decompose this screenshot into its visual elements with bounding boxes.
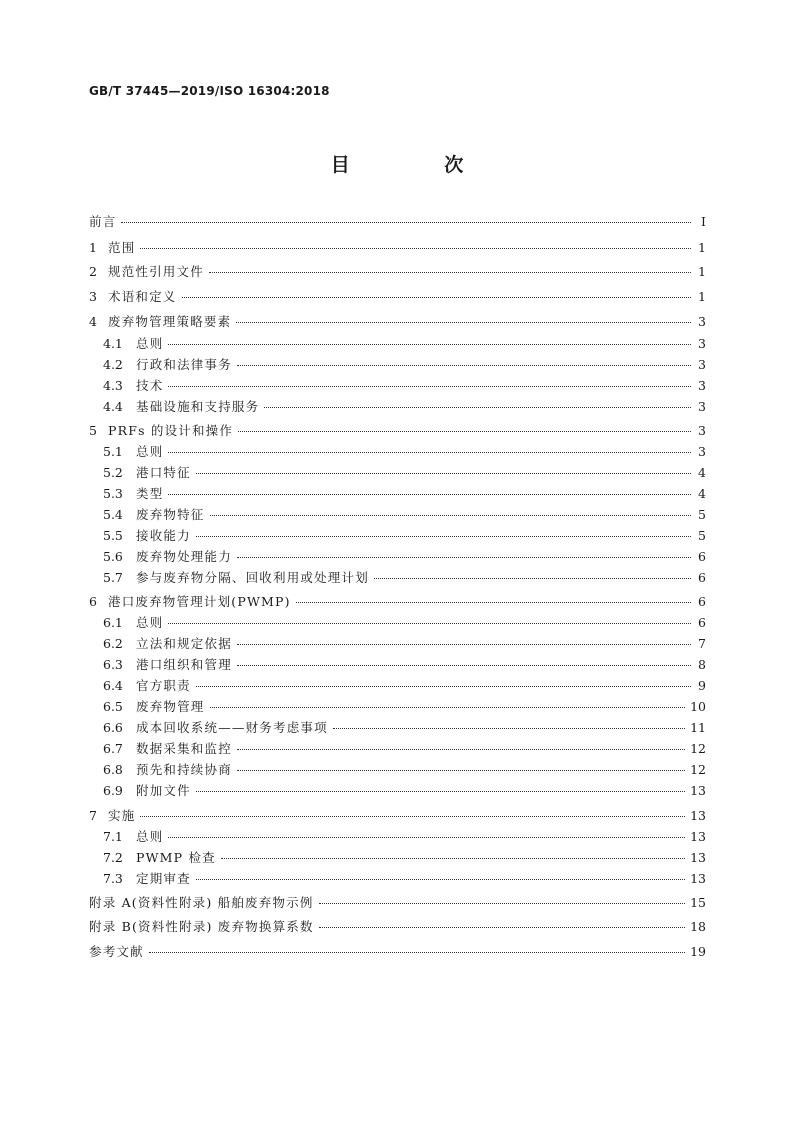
dot-leader xyxy=(319,927,685,928)
toc-entry[interactable] xyxy=(89,465,706,481)
toc-entry[interactable] xyxy=(89,850,706,866)
toc-entry-number: 6.8 xyxy=(103,762,123,777)
toc-entry[interactable] xyxy=(89,615,706,631)
toc-entry-label: 基础设施和支持服务 xyxy=(136,399,260,414)
dot-leader xyxy=(237,770,685,771)
toc-entry-label: 附加文件 xyxy=(136,783,191,798)
toc-entry-label: 总则 xyxy=(136,444,164,459)
toc-entry[interactable] xyxy=(89,808,706,824)
toc-entry[interactable] xyxy=(89,214,706,230)
dot-leader xyxy=(221,858,685,859)
toc-entry[interactable] xyxy=(89,336,706,352)
toc-entry[interactable] xyxy=(89,919,706,935)
toc-entry-label: 实施 xyxy=(108,808,136,823)
toc-entry-number: 7 xyxy=(89,808,97,823)
toc-entry-label: 接收能力 xyxy=(136,528,191,543)
toc-entry-number: 6 xyxy=(89,594,97,609)
toc-entry-number: 6.4 xyxy=(103,678,123,693)
toc-entry-page: 5 xyxy=(698,507,706,522)
dot-leader xyxy=(121,222,691,223)
toc-entry-number: 4.2 xyxy=(103,357,123,372)
toc-entry-number: 6.6 xyxy=(103,720,123,735)
dot-leader xyxy=(296,602,691,603)
dot-leader xyxy=(196,536,691,537)
dot-leader xyxy=(237,557,691,558)
toc-entry-page: 13 xyxy=(690,871,706,886)
dot-leader xyxy=(374,578,691,579)
toc-entry-number: 6.9 xyxy=(103,783,123,798)
dot-leader xyxy=(237,665,691,666)
dot-leader xyxy=(140,816,685,817)
toc-entry-page: 6 xyxy=(698,549,706,564)
toc-entry-label: 总则 xyxy=(136,336,164,351)
toc-entry[interactable] xyxy=(89,944,706,960)
dot-leader xyxy=(238,431,691,432)
toc-entry-page: 13 xyxy=(690,808,706,823)
dot-leader xyxy=(237,749,685,750)
toc-entry[interactable] xyxy=(89,378,706,394)
toc-entry[interactable] xyxy=(89,895,706,911)
toc-entry-page: 9 xyxy=(698,678,706,693)
toc-entry-label: 立法和规定依据 xyxy=(136,636,232,651)
dot-leader xyxy=(196,879,685,880)
toc-entry-label: 附录 A(资料性附录) 船舶废弃物示例 xyxy=(89,895,314,910)
page-title: 目 次 xyxy=(330,154,508,176)
toc-entry-number: 5.2 xyxy=(103,465,123,480)
toc-entry[interactable] xyxy=(89,699,706,715)
toc-entry[interactable] xyxy=(89,444,706,460)
toc-entry[interactable] xyxy=(89,762,706,778)
toc-entry-page: 12 xyxy=(690,741,706,756)
toc-entry-page: 6 xyxy=(698,570,706,585)
toc-entry-label: 港口废弃物管理计划(PWMP) xyxy=(108,594,291,609)
toc-entry[interactable] xyxy=(89,240,706,256)
toc-entry[interactable] xyxy=(89,486,706,502)
toc-entry-label: 废弃物特征 xyxy=(136,507,205,522)
toc-entry-page: 3 xyxy=(698,314,706,329)
toc-entry-number: 6.7 xyxy=(103,741,123,756)
dot-leader xyxy=(168,344,691,345)
toc-entry[interactable] xyxy=(89,399,706,415)
toc-entry-number: 6.5 xyxy=(103,699,123,714)
dot-leader xyxy=(168,386,691,387)
toc-entry-number: 5.3 xyxy=(103,486,123,501)
toc-entry-label: 成本回收系统——财务考虑事项 xyxy=(136,720,328,735)
toc-entry-number: 4.3 xyxy=(103,378,123,393)
toc-entry-page: 1 xyxy=(698,240,706,255)
toc-entry-number: 4 xyxy=(89,314,97,329)
dot-leader xyxy=(333,728,685,729)
toc-entry-label: 技术 xyxy=(136,378,164,393)
toc-entry-label: 行政和法律事务 xyxy=(136,357,232,372)
toc-entry-label: 范围 xyxy=(108,240,136,255)
toc-entry-page: 15 xyxy=(690,895,706,910)
toc-entry[interactable] xyxy=(89,507,706,523)
dot-leader xyxy=(196,473,691,474)
dot-leader xyxy=(182,297,691,298)
standard-header: GB/T 37445—2019/ISO 16304:2018 xyxy=(89,84,330,98)
dot-leader xyxy=(196,686,691,687)
dot-leader xyxy=(210,515,691,516)
dot-leader xyxy=(168,452,691,453)
toc-entry-label: 参与废弃物分隔、回收利用或处理计划 xyxy=(136,570,369,585)
toc-entry-label: 总则 xyxy=(136,615,164,630)
toc-entry-number: 5.1 xyxy=(103,444,123,459)
toc-entry[interactable] xyxy=(89,264,706,280)
toc-entry[interactable] xyxy=(89,423,706,439)
toc-entry-label: 官方职责 xyxy=(136,678,191,693)
toc-entry-page: 13 xyxy=(690,829,706,844)
toc-entry-label: 附录 B(资料性附录) 废弃物换算系数 xyxy=(89,919,314,934)
toc-entry[interactable] xyxy=(89,636,706,652)
toc-entry[interactable] xyxy=(89,657,706,673)
dot-leader xyxy=(196,791,685,792)
toc-entry-number: 4.4 xyxy=(103,399,123,414)
toc-entry[interactable] xyxy=(89,829,706,845)
toc-entry-label: 总则 xyxy=(136,829,164,844)
toc-entry-page: 11 xyxy=(690,720,706,735)
toc-entry-number: 7.3 xyxy=(103,871,123,886)
toc-entry-number: 6.1 xyxy=(103,615,123,630)
dot-leader xyxy=(168,623,691,624)
toc-entry-page: 6 xyxy=(698,615,706,630)
dot-leader xyxy=(264,407,691,408)
dot-leader xyxy=(209,272,691,273)
toc-entry[interactable] xyxy=(89,357,706,373)
toc-entry-label: 数据采集和监控 xyxy=(136,741,232,756)
toc-entry[interactable] xyxy=(89,594,706,610)
toc-entry-page: 1 xyxy=(698,264,706,279)
toc-entry[interactable] xyxy=(89,570,706,586)
toc-entry-number: 6.3 xyxy=(103,657,123,672)
toc-entry-page: 10 xyxy=(690,699,706,714)
toc-entry-page: 3 xyxy=(698,444,706,459)
toc-entry-page: 8 xyxy=(698,657,706,672)
dot-leader xyxy=(168,837,685,838)
toc-entry-page: 4 xyxy=(698,465,706,480)
toc-entry-label: 港口特征 xyxy=(136,465,191,480)
toc-entry-label: 废弃物管理 xyxy=(136,699,205,714)
toc-entry-number: 5.6 xyxy=(103,549,123,564)
toc-entry-page: 12 xyxy=(690,762,706,777)
toc-entry-number: 7.2 xyxy=(103,850,123,865)
toc-entry-number: 5.5 xyxy=(103,528,123,543)
toc-entry-number: 3 xyxy=(89,289,97,304)
dot-leader xyxy=(140,248,691,249)
toc-entry-page: 5 xyxy=(698,528,706,543)
toc-entry-page: 7 xyxy=(698,636,706,651)
toc-entry[interactable] xyxy=(89,549,706,565)
dot-leader xyxy=(319,903,686,904)
toc-entry-number: 4.1 xyxy=(103,336,123,351)
toc-entry[interactable] xyxy=(89,289,706,305)
toc-entry-number: 5 xyxy=(89,423,97,438)
toc-entry[interactable] xyxy=(89,741,706,757)
toc-entry-label: PWMP 检查 xyxy=(136,850,216,865)
toc-entry-page: Ⅰ xyxy=(701,214,706,229)
toc-entry[interactable] xyxy=(89,314,706,330)
dot-leader xyxy=(237,644,691,645)
toc-entry-label: 预先和持续协商 xyxy=(136,762,232,777)
toc-entry[interactable] xyxy=(89,528,706,544)
toc-entry-number: 2 xyxy=(89,264,97,279)
toc-entry[interactable] xyxy=(89,783,706,799)
toc-entry-number: 7.1 xyxy=(103,829,123,844)
toc-entry[interactable] xyxy=(89,720,706,736)
toc-entry[interactable] xyxy=(89,678,706,694)
toc-entry-number: 6.2 xyxy=(103,636,123,651)
toc-entry-page: 19 xyxy=(690,944,706,959)
toc-entry-page: 13 xyxy=(690,850,706,865)
toc-entry-label: 规范性引用文件 xyxy=(108,264,204,279)
toc-entry-page: 3 xyxy=(698,378,706,393)
toc-entry-label: 废弃物管理策略要素 xyxy=(108,314,232,329)
toc-entry-label: 废弃物处理能力 xyxy=(136,549,232,564)
dot-leader xyxy=(236,322,691,323)
toc-entry-label: 定期审查 xyxy=(136,871,191,886)
dot-leader xyxy=(149,952,685,953)
toc-entry-page: 13 xyxy=(690,783,706,798)
toc-entry[interactable] xyxy=(89,871,706,887)
dot-leader xyxy=(210,707,686,708)
toc-entry-number: 1 xyxy=(89,240,97,255)
toc-entry-page: 18 xyxy=(690,919,706,934)
dot-leader xyxy=(237,365,691,366)
toc-entry-label: 港口组织和管理 xyxy=(136,657,232,672)
toc-entry-page: 3 xyxy=(698,336,706,351)
toc-entry-page: 4 xyxy=(698,486,706,501)
toc-entry-page: 3 xyxy=(698,399,706,414)
toc-entry-page: 1 xyxy=(698,289,706,304)
toc-entry-label: 前言 xyxy=(89,214,117,229)
toc-entry-number: 5.7 xyxy=(103,570,123,585)
toc-entry-number: 5.4 xyxy=(103,507,123,522)
toc-entry-page: 6 xyxy=(698,594,706,609)
toc-entry-label: 术语和定义 xyxy=(108,289,177,304)
toc-entry-label: 类型 xyxy=(136,486,164,501)
toc-entry-page: 3 xyxy=(698,423,706,438)
toc-entry-label: PRFs 的设计和操作 xyxy=(108,423,234,438)
toc-entry-label: 参考文献 xyxy=(89,944,144,959)
dot-leader xyxy=(168,494,691,495)
toc-entry-page: 3 xyxy=(698,357,706,372)
